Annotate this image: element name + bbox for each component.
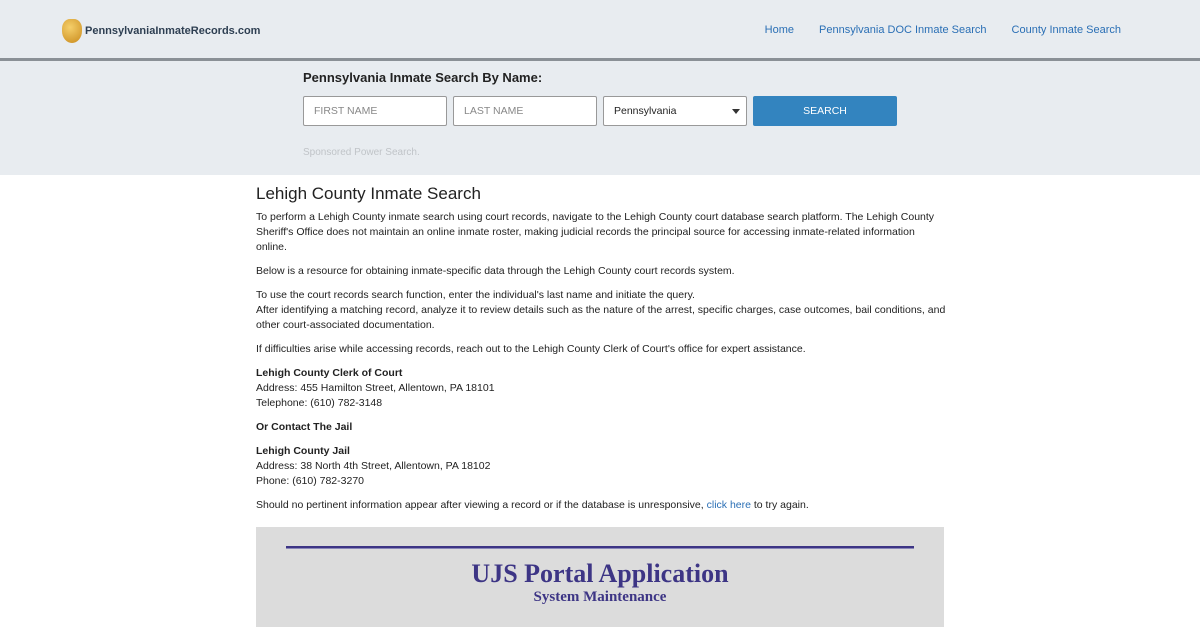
site-logo[interactable] bbox=[62, 19, 260, 43]
ujs-portal-embed bbox=[256, 527, 944, 627]
badge-icon bbox=[62, 19, 82, 43]
assistance-paragraph: If difficulties arise while accessing records, reach out to the Lehigh County Clerk of Court's office for expert assistance. bbox=[256, 343, 806, 355]
state-value: Pennsylvania bbox=[614, 105, 677, 117]
last-name-input[interactable]: LAST NAME bbox=[453, 96, 597, 126]
or-contact-heading: Or Contact The Jail bbox=[256, 421, 353, 433]
jail-contact bbox=[256, 444, 946, 489]
sponsored-text: Sponsored Power Search. bbox=[303, 147, 420, 158]
search-panel bbox=[0, 61, 1200, 175]
instructions-line-1: To use the court records search function, enter the individual's last name and initiate the query. bbox=[256, 289, 695, 301]
jail-address: Address: 38 North 4th Street, Allentown, PA 18102 bbox=[256, 460, 491, 472]
search-button[interactable]: SEARCH bbox=[753, 96, 897, 126]
resource-paragraph: Below is a resource for obtaining inmate-specific data through the Lehigh County court records system. bbox=[256, 265, 735, 277]
instructions-paragraph bbox=[256, 288, 946, 333]
site-header bbox=[0, 0, 1200, 61]
retry-text: Should no pertinent information appear after viewing a record or if the database is unresponsive, bbox=[256, 499, 707, 511]
page-title: Lehigh County Inmate Search bbox=[256, 184, 481, 203]
state-select[interactable] bbox=[603, 96, 747, 126]
nav-county-inmate-search[interactable]: County Inmate Search bbox=[1011, 24, 1121, 36]
nav-doc-inmate-search[interactable]: Pennsylvania DOC Inmate Search bbox=[819, 24, 987, 36]
click-here-link[interactable]: click here bbox=[706, 499, 751, 511]
retry-paragraph bbox=[256, 498, 946, 513]
clerk-address: Address: 455 Hamilton Street, Allentown, PA 18101 bbox=[256, 382, 495, 394]
first-name-input[interactable]: FIRST NAME bbox=[303, 96, 447, 126]
clerk-phone: Telephone: (610) 782-3148 bbox=[256, 397, 383, 409]
jail-name: Lehigh County Jail bbox=[256, 445, 350, 457]
chevron-down-icon bbox=[732, 109, 740, 114]
embed-title: UJS Portal Application bbox=[471, 559, 729, 588]
retry-text-end: to try again. bbox=[750, 499, 809, 511]
search-title: Pennsylvania Inmate Search By Name: bbox=[303, 70, 543, 85]
main-content bbox=[256, 186, 946, 522]
divider bbox=[286, 546, 914, 549]
logo-text: PennsylvaniaInmateRecords.com bbox=[85, 25, 261, 37]
instructions-line-2: After identifying a matching record, analyze it to review details such as the nature of the arrest, specific charges, case outcomes, bail conditions, and other court-associated documentation. bbox=[256, 304, 946, 331]
intro-paragraph: To perform a Lehigh County inmate search using court records, navigate to the Lehigh County court database search platform. The Lehigh County Sheriff's Office does not maintain an online inmate roster, making judicial records the principal source for accessing inmate-related information online. bbox=[256, 211, 935, 253]
clerk-contact bbox=[256, 366, 946, 411]
embed-subtitle: System Maintenance bbox=[533, 589, 667, 605]
jail-phone: Phone: (610) 782-3270 bbox=[256, 475, 364, 487]
clerk-name: Lehigh County Clerk of Court bbox=[256, 367, 403, 379]
main-nav bbox=[765, 24, 1121, 36]
nav-home[interactable]: Home bbox=[764, 24, 795, 36]
